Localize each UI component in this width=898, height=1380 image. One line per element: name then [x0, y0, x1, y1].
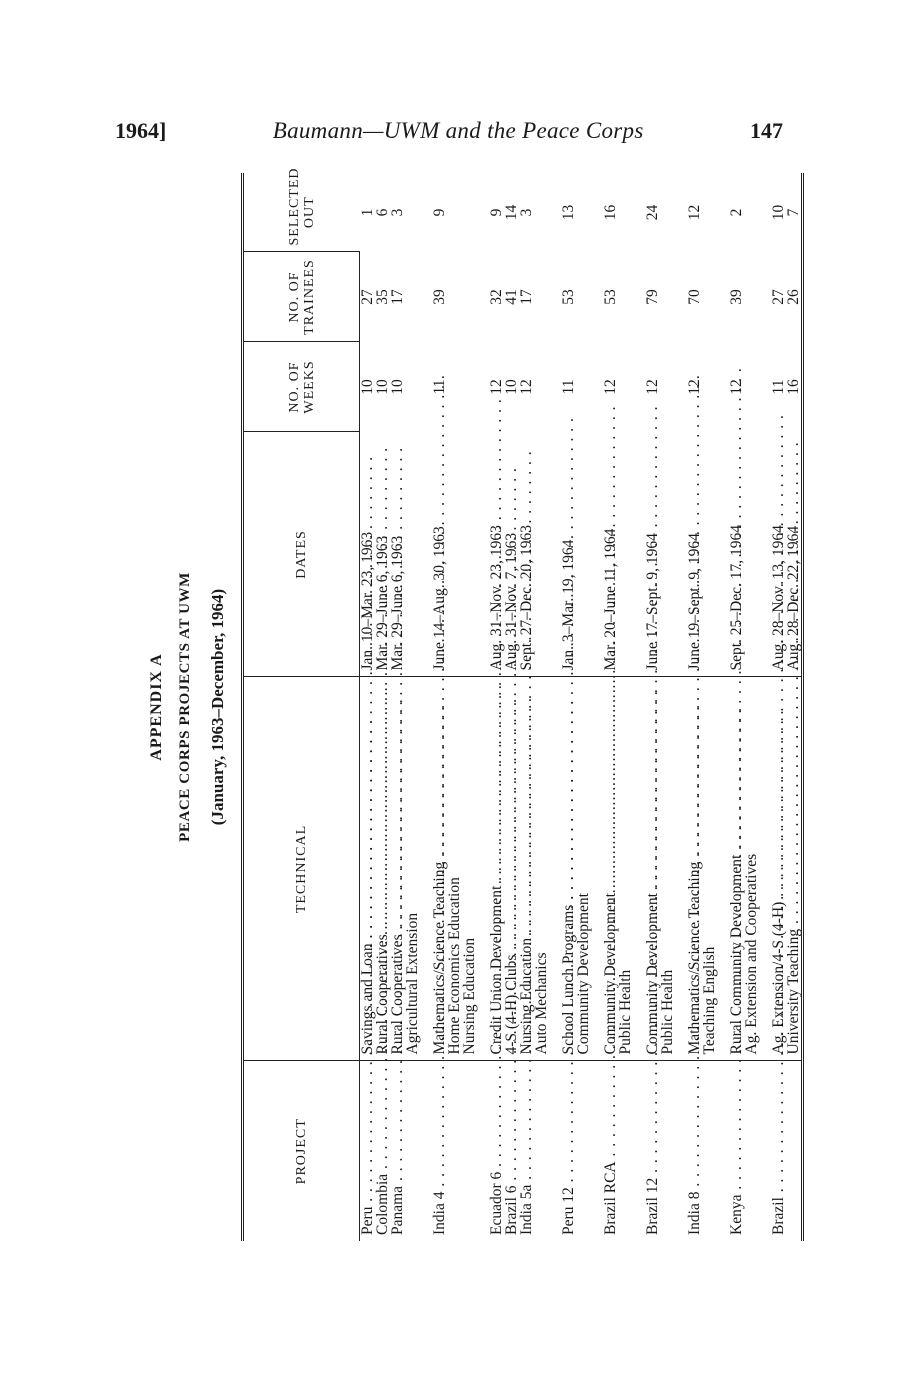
- weeks-line: 10: [503, 379, 520, 395]
- technical-cell: [432, 677, 489, 1061]
- group-spacer: [534, 179, 546, 246]
- technical-cell: [687, 677, 729, 1061]
- selected-out-line: 7: [785, 208, 802, 217]
- trainees-cell: [489, 252, 561, 342]
- trainees-line: 17: [518, 289, 535, 305]
- selected-out-cell: [489, 173, 561, 252]
- header-trainees-line2: TRAINEES: [301, 259, 317, 335]
- dates-line: Jan. 3–Mar. 19, 1964: [560, 539, 577, 671]
- table-row: [432, 173, 489, 1241]
- group-spacer: [618, 1068, 630, 1236]
- group-spacer: [405, 1068, 417, 1236]
- group-spacer: [534, 438, 546, 671]
- weeks-line: 10: [389, 379, 406, 395]
- header-trainees: [243, 252, 360, 342]
- selected-out-line: 2: [728, 208, 745, 217]
- weeks-cell: [360, 342, 433, 432]
- group-spacer: [405, 348, 417, 426]
- technical-line: Community Development: [575, 893, 592, 1055]
- technical-cell: [360, 677, 433, 1061]
- selected-out-line: 9: [431, 208, 448, 217]
- trainees-line: 53: [602, 289, 619, 305]
- weeks-line: 12: [488, 379, 505, 395]
- project-cell: [489, 1061, 561, 1241]
- dates-line: Aug. 31–Nov. 23, 1963: [488, 525, 505, 671]
- weeks-line: 12: [518, 379, 535, 395]
- group-spacer: [534, 258, 546, 336]
- table-row: [489, 173, 561, 1241]
- project-line: Colombia . . .: [375, 1068, 390, 1236]
- project-cell: [645, 1061, 687, 1241]
- technical-line: Mathematics/Science Teaching . . .: [432, 684, 447, 1055]
- group-spacer: [618, 438, 630, 671]
- header-trainees-line1: NO. OF: [286, 271, 302, 323]
- project-line: Panama . . .: [390, 1068, 405, 1236]
- table-row: [645, 173, 687, 1241]
- trainees-line: 35: [374, 289, 391, 305]
- technical-cell: [489, 677, 561, 1061]
- trainees-line: 53: [560, 289, 577, 305]
- trainees-cell: [360, 252, 433, 342]
- technical-cell: [561, 677, 603, 1061]
- technical-line: Mathematics/Science Teaching . . .: [687, 684, 702, 1055]
- group-spacer: [660, 1068, 672, 1236]
- project-line: India 4 . . .: [432, 1068, 447, 1236]
- rotated-appendix: [145, 167, 802, 1241]
- header-weeks-line2: WEEKS: [301, 360, 317, 414]
- selected-out-line: 10: [770, 204, 787, 221]
- group-spacer: [660, 258, 672, 336]
- selected-out-cell: [561, 173, 603, 252]
- technical-line: Rural Cooperatives . . .: [375, 684, 390, 1055]
- group-spacer: [447, 179, 459, 246]
- group-spacer: [660, 438, 672, 671]
- weeks-line: 10: [374, 379, 391, 395]
- selected-out-line: 6: [373, 208, 391, 217]
- weeks-line: 11: [560, 379, 577, 395]
- group-spacer: [744, 179, 756, 246]
- group-spacer: [405, 179, 417, 246]
- technical-line: Rural Community Development . . .: [729, 684, 744, 1055]
- table-row: [771, 173, 803, 1241]
- technical-line: Credit Union Development . . .: [489, 684, 504, 1055]
- selected-out-cell: [645, 173, 687, 252]
- technical-line: Community Development . . .: [603, 684, 618, 1055]
- header-weeks-line1: NO. OF: [286, 361, 302, 413]
- technical-line: Agricultural Extension: [404, 912, 421, 1055]
- project-cell: [432, 1061, 489, 1241]
- trainees-line: 39: [728, 289, 745, 305]
- technical-line: Home Economics Education: [446, 877, 463, 1055]
- group-spacer: [702, 348, 714, 426]
- selected-out-line: 13: [560, 204, 577, 221]
- group-spacer: [744, 348, 756, 426]
- running-title: Baumann—UWM and the Peace Corps: [272, 118, 644, 143]
- technical-line: Public Health: [659, 969, 676, 1055]
- technical-line: Nursing Education . . .: [519, 684, 534, 1055]
- weeks-line: 12: [644, 379, 661, 395]
- selected-out-cell: [687, 173, 729, 252]
- technical-line: Nursing Education: [461, 937, 478, 1055]
- weeks-line: 12: [686, 379, 703, 395]
- group-spacer: [618, 258, 630, 336]
- dates-line: Jan. 10–Mar. 23, 1963: [359, 531, 376, 671]
- project-cell: [771, 1061, 803, 1241]
- trainees-cell: [603, 252, 645, 342]
- running-head: [115, 118, 783, 144]
- header-technical: TECHNICAL: [243, 677, 360, 1061]
- technical-line: University Teaching . . .: [786, 684, 801, 1055]
- project-line: Brazil 12 . . .: [645, 1068, 660, 1236]
- project-line: India 8 . . .: [687, 1068, 702, 1236]
- project-line: Brazil RCA . . .: [603, 1068, 618, 1236]
- selected-out-cell: [360, 173, 433, 252]
- selected-out-line: 14: [503, 204, 520, 221]
- dates-line: Sept. 25–Dec. 17, 1964: [728, 524, 745, 671]
- group-spacer: [576, 348, 588, 426]
- project-cell: [729, 1061, 771, 1241]
- appendix-heading: [145, 173, 235, 1241]
- group-spacer: [702, 258, 714, 336]
- selected-out-line: 3: [518, 208, 535, 217]
- group-spacer: [576, 258, 588, 336]
- table-body: [360, 173, 803, 1241]
- year-bracket: 1964]: [115, 118, 167, 143]
- selected-out-line: 16: [602, 204, 619, 221]
- technical-cell: [729, 677, 771, 1061]
- selected-out-line: 1: [358, 208, 376, 217]
- technical-cell: [603, 677, 645, 1061]
- group-spacer: [534, 348, 546, 426]
- project-cell: [687, 1061, 729, 1241]
- selected-out-cell: [432, 173, 489, 252]
- header-dates: DATES: [243, 432, 360, 677]
- dates-line: June 19–Sept. 9, 1964: [686, 533, 703, 671]
- selected-out-line: 9: [488, 208, 505, 217]
- group-spacer: [405, 258, 417, 336]
- trainees-cell: [432, 252, 489, 342]
- header-selected-line2: OUT: [301, 196, 317, 229]
- technical-line: Ag. Extension/4-S (4-H) . . .: [771, 684, 786, 1055]
- group-spacer: [576, 179, 588, 246]
- project-line: Peru 12 . . .: [561, 1068, 576, 1236]
- project-cell: [603, 1061, 645, 1241]
- group-spacer: [534, 1068, 546, 1236]
- trainees-line: 70: [686, 289, 703, 305]
- group-spacer: [576, 438, 588, 671]
- header-row: [243, 173, 360, 1241]
- selected-out-cell: [771, 173, 803, 252]
- group-spacer: [576, 1068, 588, 1236]
- table-row: [360, 173, 433, 1241]
- page-number: 147: [750, 118, 783, 143]
- project-line: Ecuador 6 . . .: [489, 1068, 504, 1236]
- project-line: Kenya . . .: [729, 1068, 744, 1236]
- group-spacer: [447, 348, 459, 426]
- weeks-line: 12: [602, 379, 619, 395]
- project-line: India 5a . . .: [519, 1068, 534, 1236]
- weeks-line: 10: [359, 379, 376, 395]
- weeks-line: 12: [728, 379, 745, 395]
- trainees-line: 26: [785, 289, 802, 305]
- group-spacer: [447, 258, 459, 336]
- group-spacer: [618, 179, 630, 246]
- dates-line: Mar. 29–June 6, 1963: [389, 535, 406, 671]
- technical-line: Teaching English: [701, 946, 718, 1055]
- projects-table: [241, 167, 804, 1241]
- table-row: [729, 173, 771, 1241]
- dates-line: June 17–Sept. 9, 1964: [644, 533, 661, 671]
- appendix-label: APPENDIX A: [148, 653, 165, 761]
- dates-line: Sept. 27–Dec. 20, 1963: [518, 524, 535, 671]
- group-spacer: [702, 438, 714, 671]
- project-line: Peru . . .: [360, 1068, 375, 1236]
- trainees-line: 32: [488, 289, 505, 305]
- header-project: PROJECT: [243, 1061, 360, 1241]
- technical-line: Public Health: [617, 969, 634, 1055]
- selected-out-line: 24: [644, 204, 661, 221]
- table-row: [687, 173, 729, 1241]
- trainees-line: 41: [503, 289, 520, 305]
- group-spacer: [744, 438, 756, 671]
- project-cell: [561, 1061, 603, 1241]
- group-spacer: [702, 179, 714, 246]
- technical-line: School Lunch Programs . . .: [561, 684, 576, 1055]
- trainees-line: 27: [770, 289, 787, 305]
- table-row: [603, 173, 645, 1241]
- group-spacer: [744, 1068, 756, 1236]
- selected-out-line: 3: [388, 208, 406, 217]
- group-spacer: [447, 438, 459, 671]
- appendix-period: (January, 1963–December, 1964): [208, 588, 227, 826]
- technical-line: 4-S (4-H) Clubs . . .: [504, 684, 519, 1055]
- trainees-cell: [687, 252, 729, 342]
- technical-line: Ag. Extension and Cooperatives: [743, 853, 760, 1055]
- trainees-cell: [561, 252, 603, 342]
- project-line: Brazil 6 . . .: [504, 1068, 519, 1236]
- trainees-line: 27: [359, 289, 376, 305]
- dates-line: Mar. 29–June 6, 1963: [374, 535, 391, 671]
- trainees-line: 17: [389, 289, 406, 305]
- appendix-title: PEACE CORPS PROJECTS AT UWM: [177, 572, 193, 842]
- trainees-line: 39: [431, 289, 448, 305]
- trainees-line: 79: [644, 289, 661, 305]
- selected-out-cell: [729, 173, 771, 252]
- trainees-cell: [771, 252, 803, 342]
- selected-out-cell: [603, 173, 645, 252]
- technical-line: Community Development . . .: [645, 684, 660, 1055]
- weeks-line: 16: [785, 379, 802, 395]
- technical-cell: [645, 677, 687, 1061]
- table-row: [561, 173, 603, 1241]
- weeks-line: 11: [770, 379, 787, 395]
- dates-line: Aug. 31–Nov. 7, 1963: [503, 532, 520, 671]
- dates-line: Aug. 28–Nov. 13, 1964: [770, 525, 787, 671]
- group-spacer: [744, 258, 756, 336]
- technical-line: Auto Mechanics: [533, 952, 550, 1055]
- group-spacer: [618, 348, 630, 426]
- technical-line: Savings and Loan . . .: [360, 684, 375, 1055]
- weeks-line: 11: [431, 379, 448, 395]
- dates-line: June 14–Aug. 30, 1963: [431, 526, 448, 671]
- group-spacer: [660, 179, 672, 246]
- technical-line: Rural Cooperatives . . .: [390, 684, 405, 1055]
- header-weeks: [243, 342, 360, 432]
- technical-cell: [771, 677, 803, 1061]
- project-line: Brazil . . .: [771, 1068, 786, 1236]
- group-spacer: [660, 348, 672, 426]
- project-cell: [360, 1061, 433, 1241]
- trainees-cell: [729, 252, 771, 342]
- header-selected-out: [243, 167, 360, 252]
- group-spacer: [702, 1068, 714, 1236]
- dates-line: Mar. 20–June 11, 1964: [602, 528, 619, 671]
- dates-line: Aug. 28–Dec. 22, 1964: [785, 525, 802, 671]
- group-spacer: [405, 438, 417, 671]
- group-spacer: [447, 1068, 459, 1236]
- header-selected-line1: SELECTED: [286, 167, 302, 246]
- trainees-cell: [645, 252, 687, 342]
- selected-out-line: 12: [686, 204, 703, 221]
